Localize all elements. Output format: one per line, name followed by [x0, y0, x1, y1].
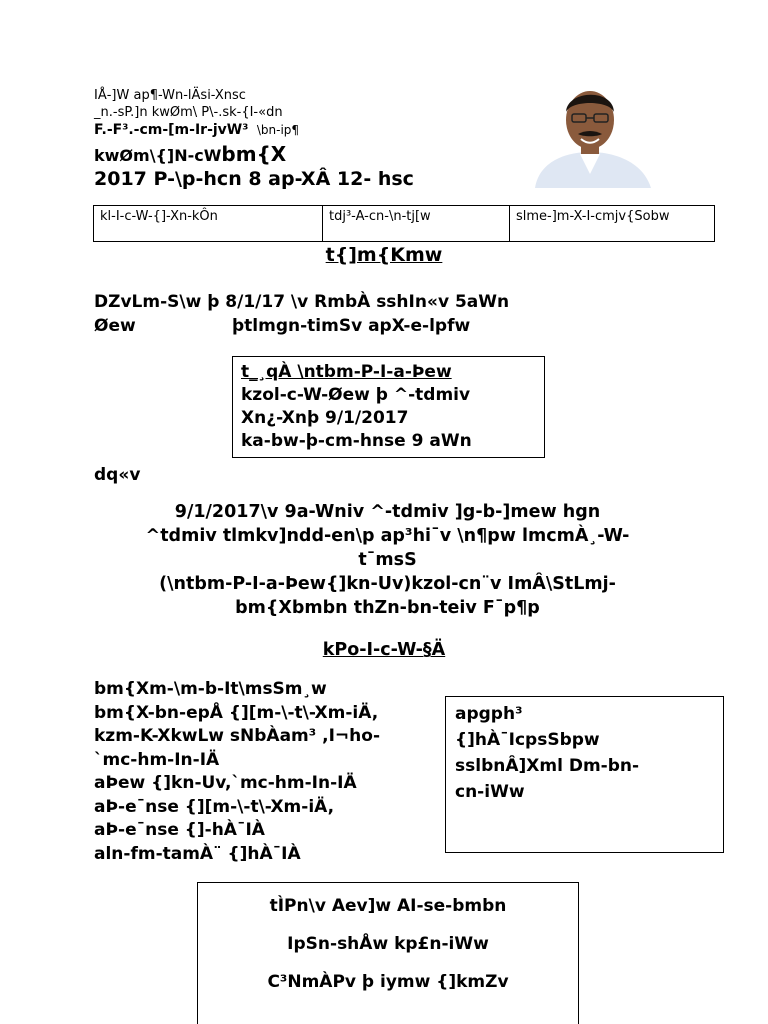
- route-line-4: (\ntbm-P-I-a-Þew{]kn-Uv)kzol-cn¨v ImÂ\StLmj-: [159, 574, 616, 594]
- intro-line-1: DZvLm-S\w þ 8/1/17 \v RmbÀ sshIn«v 5aWn: [94, 292, 510, 312]
- header-line-4a: kwØm\{]N-cW: [94, 146, 222, 165]
- header-line-5: 2017 P-\p-hcn 8 ap-XÂ 12- hsc: [94, 168, 414, 190]
- welcome-line-1-text: t_¸qÀ \ntbm-P-I-a-Þew: [241, 362, 452, 382]
- stage-line-3: C³NmÀPv þ iymw {]kmZv: [267, 972, 509, 992]
- intro-line-2b: þtlmgn-timSv apX-e-lpfw: [232, 316, 471, 336]
- header-line-4b: bm{X: [221, 142, 287, 166]
- side-line-1: apgph³: [455, 704, 523, 724]
- header-line-3b: \bn-ip¶: [256, 123, 300, 137]
- participant-item: aÞ-e¯nse {]-hÀ¯IÀ: [94, 820, 265, 840]
- participant-item: aÞ-e¯nse {][m-\-t\-Xm-iÄ,: [94, 796, 335, 817]
- participants-list: [94, 678, 444, 866]
- info-table: [93, 205, 715, 242]
- participant-item: bm{Xm-\m-b-It\msSm¸w: [94, 679, 327, 699]
- welcome-box: [232, 356, 545, 458]
- table-cell-1: kl-I-c-W-{]-Xn-kÔn: [94, 206, 323, 241]
- header-line-3a: F.-F³.-cm-[m-Ir-jvW³: [94, 122, 249, 138]
- participant-item: kzm-K-XkwLw sNbÀam³ ,I¬ho-: [94, 726, 380, 746]
- participants-title-text: kPo-I-c-W-§Ä: [322, 640, 446, 660]
- welcome-line-4: ka-bw-þ-cm-hnse 9 aWn: [241, 431, 472, 451]
- header-line-2: _n.-sP.]n kwØm\ P\-.sk-{I-«dn: [94, 105, 283, 120]
- stage-line-1: tÌPn\v Aev]w AI-se-bmbn: [269, 896, 507, 916]
- welcome-line-2: kzol-c-W-Øew þ ^-tdmiv: [241, 385, 471, 405]
- program-title: [0, 244, 768, 266]
- route-line-3: t¯msS: [358, 550, 417, 570]
- participant-item: bm{X-bn-epÅ {][m-\-t\-Xm-iÄ,: [94, 702, 379, 723]
- side-line-4: cn-iWw: [455, 782, 525, 802]
- route-label: dq«v: [94, 465, 141, 485]
- side-line-2: {]hÀ¯IcpsSbpw: [455, 730, 600, 750]
- stage-box: [197, 882, 579, 1024]
- participant-item: aln-fm-tamÀ¨ {]hÀ¯IÀ: [94, 843, 301, 864]
- program-title-text: t{]m{Kmw: [325, 244, 443, 266]
- side-line-3: sslbnÂ]Xml Dm-bn-: [455, 756, 640, 776]
- table-cell-2: tdj³-A-cn-\n-tj[w: [323, 206, 510, 241]
- header-line-4: [94, 142, 286, 166]
- welcome-line-1: [241, 361, 536, 384]
- route-line-1: 9/1/2017\v 9a-Wniv ^-tdmiv ]g-b-]mew hgn: [174, 502, 601, 522]
- stage-line-2: IpSn-shÅw kp£n-iWw: [287, 934, 489, 954]
- portrait-illustration: [525, 78, 655, 188]
- participant-item: `mc-hm-In-IÄ: [94, 749, 220, 770]
- participants-title: [0, 640, 768, 660]
- side-note-box: [445, 696, 724, 853]
- portrait-photo: [525, 78, 655, 188]
- route-line-2: ^tdmiv tlmkv]ndd-en\p ap³hi¯v \n¶pw lmcmÀ¸-W-: [145, 526, 630, 546]
- route-description: [80, 500, 695, 620]
- route-line-5: bm{Xbmbn thZn-bn-teiv F¯p¶p: [235, 598, 540, 618]
- welcome-line-3: Xn¿-Xnþ 9/1/2017: [241, 408, 409, 428]
- intro-line-2a: Øew: [94, 316, 136, 336]
- table-cell-3: slme-]m-X-I-cmjv{Sobw: [516, 209, 670, 224]
- header-line-3: [94, 122, 299, 138]
- header-line-1: IÅ-]W ap¶-Wn-lÄsi-Xnsc: [94, 88, 246, 103]
- participant-item: aÞew {]kn-Uv,`mc-hm-In-IÄ: [94, 773, 357, 793]
